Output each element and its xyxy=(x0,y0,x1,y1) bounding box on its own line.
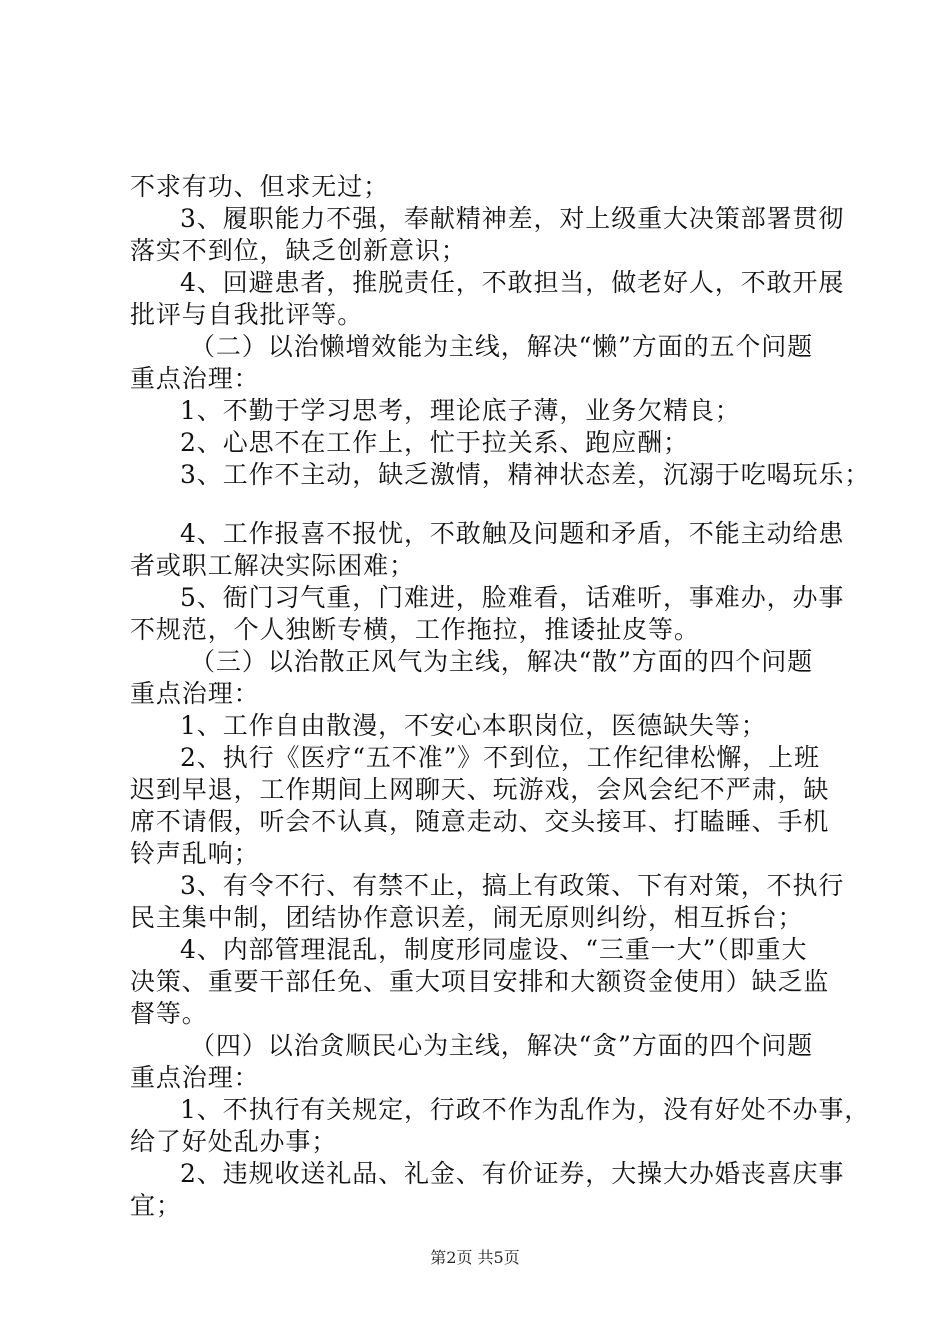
list-item: 1、工作自由散漫，不安心本职岗位，医德缺失等； xyxy=(180,711,767,740)
document-body xyxy=(130,171,871,1222)
list-item: 4、工作报喜不报忧，不敢触及问题和矛盾，不能主动给患 xyxy=(180,519,845,548)
list-item: 3、有令不行、有禁不止，搞上有政策、下有对策，不执行 xyxy=(180,871,845,900)
list-item: 1、不执行有关规定，行政不作为乱作为，没有好处不办事， xyxy=(180,1095,871,1124)
section-heading-continued: 重点治理： xyxy=(130,679,260,708)
text-line: 落实不到位，缺乏创新意识； xyxy=(130,236,467,265)
list-item: 3、工作不主动，缺乏激情，精神状态差，沉溺于吃喝玩乐； xyxy=(180,460,871,489)
text-line: 宜； xyxy=(130,1191,182,1220)
section-heading: （三）以治散正风气为主线，解决“散”方面的四个问题 xyxy=(190,647,814,676)
section-heading: （四）以治贪顺民心为主线，解决“贪”方面的四个问题 xyxy=(190,1031,814,1060)
section-heading: （二）以治懒增效能为主线，解决“懒”方面的五个问题 xyxy=(190,332,814,361)
list-item: 1、不勤于学习思考，理论底子薄，业务欠精良； xyxy=(180,396,741,425)
text-line: 督等。 xyxy=(130,999,208,1028)
text-line: 不规范，个人独断专横，工作拖拉，推诿扯皮等。 xyxy=(130,615,700,644)
text-line: 席不请假，听会不认真，随意走动、交头接耳、打瞌睡、手机 xyxy=(130,807,830,836)
paragraph-gap xyxy=(130,491,840,518)
list-item: 5、衙门习气重，门难进，脸难看，话难听，事难办，办事 xyxy=(180,583,845,612)
section-heading-continued: 重点治理： xyxy=(130,364,260,393)
text-line: 不求有功、但求无过； xyxy=(130,172,390,201)
text-line: 者或职工解决实际困难； xyxy=(130,551,415,580)
text-line: 铃声乱响； xyxy=(130,839,260,868)
text-line: 决策、重要干部任免、重大项目安排和大额资金使用）缺乏监 xyxy=(130,967,830,996)
text-line: 批评与自我批评等。 xyxy=(130,300,364,329)
list-item: 2、心思不在工作上，忙于拉关系、跑应酬； xyxy=(180,428,689,457)
section-heading-continued: 重点治理： xyxy=(130,1063,260,1092)
list-item: 4、回避患者，推脱责任，不敢担当，做老好人，不敢开展 xyxy=(180,268,845,297)
list-item: 2、执行《医疗“五不准”》不到位，工作纪律松懈，上班 xyxy=(180,743,820,772)
page-footer: 第2页 共5页 xyxy=(430,1248,520,1267)
text-line: 迟到早退，工作期间上网聊天、玩游戏，会风会纪不严肃，缺 xyxy=(130,775,830,804)
list-item: 3、履职能力不强，奉献精神差，对上级重大决策部署贯彻 xyxy=(180,204,845,233)
list-item: 2、违规收送礼品、礼金、有价证券，大操大办婚丧喜庆事 xyxy=(180,1159,845,1188)
list-item: 4、内部管理混乱，制度形同虚设、“三重一大”（即重大 xyxy=(180,935,808,964)
text-line: 民主集中制，团结协作意识差，闹无原则纠纷，相互拆台； xyxy=(130,903,804,932)
text-line: 给了好处乱办事； xyxy=(130,1127,338,1156)
